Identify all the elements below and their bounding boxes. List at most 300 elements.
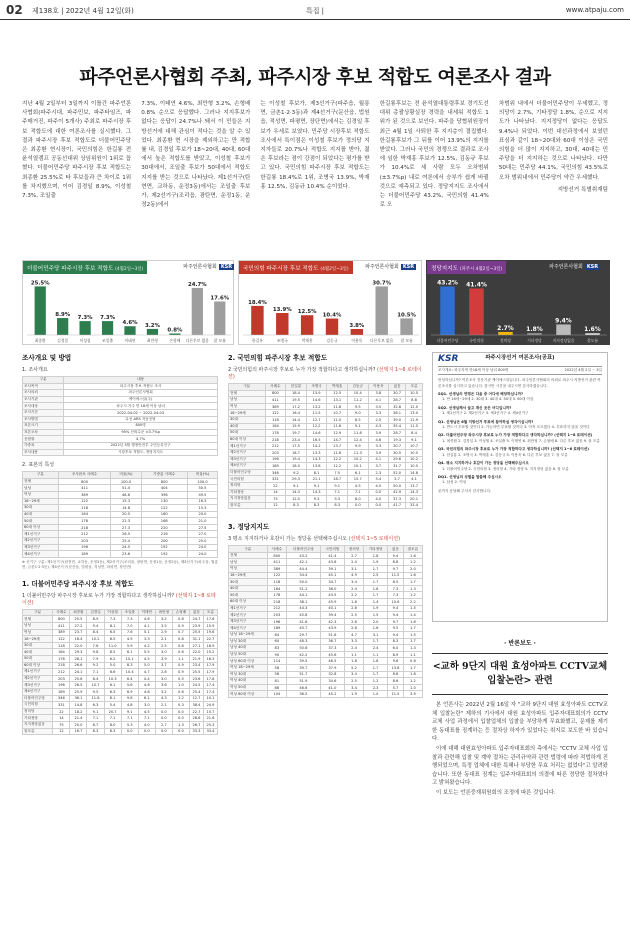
table-row [229, 489, 423, 496]
answer-options: 1. 더불어민주당 2. 국민의힘 3. 정의당 4. 기타 정당 5. 지지정당 없음 6. 잘 모름 [442, 466, 569, 471]
column-header: 국민의힘 [320, 546, 344, 553]
data-label-5: 30.7% [372, 280, 392, 287]
table-cell: 8.3 [306, 502, 327, 509]
table-cell: 3.3 [344, 638, 363, 645]
table-cell: 1.3 [403, 645, 422, 652]
column-header: 사례수 [53, 609, 70, 616]
category-label-4: 지지정당없음 [552, 338, 575, 343]
table-cell: 3.2 [155, 688, 172, 695]
table-cell: 33.4 [203, 728, 217, 735]
table-cell: 50.0 [389, 482, 406, 489]
table-cell: 160 [141, 511, 187, 518]
bar-5 [376, 286, 388, 335]
table-cell: 26.7 [189, 721, 203, 728]
table-cell: 17.2 [286, 403, 307, 410]
table-cell: 28.7 [389, 397, 406, 404]
table-cell: 0.8 [403, 658, 422, 665]
table-cell: 212 [53, 669, 70, 676]
overview-sub2: 2. 표본의 특성 [22, 462, 55, 469]
column-header: 구분 [23, 377, 64, 384]
table-cell: 19.6 [203, 629, 217, 636]
table-cell: 29.7 [286, 632, 320, 639]
table-cell: 1.6 [403, 618, 422, 625]
row-label: 제3선거구 [229, 456, 266, 463]
table-row [229, 397, 423, 404]
table-cell: 34.4 [286, 572, 320, 579]
table-cell: 5.3 [121, 721, 138, 728]
table-header-row [23, 609, 218, 616]
dem-table-subtitle [22, 592, 218, 606]
column-header: 없음 [389, 384, 406, 391]
table-cell: 12.9 [327, 430, 348, 437]
table-cell: 1.7 [364, 579, 388, 586]
category-label-3: 조일출 [102, 338, 114, 343]
table-cell: 42.3 [320, 618, 344, 625]
table-cell: 5.4 [104, 702, 121, 709]
column-header: 최종환 [70, 609, 87, 616]
table-cell: 11.9 [406, 416, 423, 423]
table-cell: 22.0 [70, 642, 87, 649]
table-cell: 38.1 [286, 599, 320, 606]
table-cell: 218 [53, 662, 70, 669]
table-cell: 22 [265, 482, 286, 489]
column-header: 이태연 [138, 609, 155, 616]
table-cell: 2.0 [364, 618, 388, 625]
data-label-2: 2.7% [497, 324, 514, 332]
table-cell: 4.8 [138, 688, 155, 695]
table-cell: 4.5 [138, 656, 155, 663]
data-label-5: 1.6% [584, 326, 601, 334]
category-label-0: 더불어민주당 [436, 338, 459, 343]
table-cell: 4.1 [406, 476, 423, 483]
table-cell: 24.0 [187, 551, 217, 558]
table-cell: 4.3 [155, 695, 172, 702]
table-row [23, 642, 218, 649]
table-cell: 2.7 [344, 552, 363, 559]
row-label: 제2선거구 [23, 675, 53, 682]
table-cell: 6.5 [104, 636, 121, 643]
row-label: 남성 [229, 397, 266, 404]
source-label: 파주언론사협회 [549, 264, 583, 270]
table-cell: 17.8 [203, 675, 217, 682]
article-text: 7.3%, 이태연 4.6%, 최만형 3.2%, 손형배 0.8% 순으로 응답했다. 그러나 지지후보가 없다는 응답이 24.7%나 돼서 이 민들은 지방선거에 대해 관심이 적다는 것을 알 수 있었다. 최종환 현 시장을 제외하고는 만 적합률 내, 김경일 후보가 18~20대, 40대, 60대에서 높은 적합도를 받았고, 이성철 후보가 30대에서, 조일출 후보가 50대에서 적합도 지지를 받는 것으로 나타났다. 제1선거구(탄현면, 교하동, 운정3동)에서는 조일출 후보가, 제2선거구(조리읍, 광탄면, 운정1동, 운정2동)에서 [141, 101, 251, 209]
table-cell: 1.4 [364, 599, 388, 606]
table-cell: 10.6 [388, 599, 404, 606]
table-row [23, 423, 218, 430]
table-cell: 46.5 [320, 658, 344, 665]
party-crosstab [228, 545, 423, 698]
chart-title: 정당지지도 [431, 266, 459, 272]
table-cell: 10.7 [327, 410, 348, 417]
table-cell: 24.1 [70, 669, 87, 676]
chart-source [365, 263, 416, 270]
table-row [23, 675, 218, 682]
row-label: 기타정당 [229, 489, 266, 496]
overview-table [22, 376, 218, 456]
party-bar-chart [427, 274, 611, 346]
table-cell: 0.3 [172, 702, 189, 709]
article-text: 는 이성철 후보가, 제3선거구(파주읍, 월롱면, 금촌1·2·3동)과 제4선거구(문산읍, 법원읍, 적성면, 파평면, 장단면)에서는 김경일 후보가 우세로 보였다. 민주당 시장후보 적합도 조사에서 특이점은 이성철 후보가 정의당 지지자들로 20.7%나 적합도 지지를 받아, 젊은 후보라는 점이 강점이 되었다는 평가를 받고 있다. 국민의힘 파주시장 후보 적합도는 한길룡 18.4%로 1위, 조병국 13.9%, 박재홍 12.5%, 김동규 10.4% 순이었다. [260, 101, 370, 190]
row-label: 조사의뢰 [23, 390, 64, 397]
table-cell: 88 [267, 684, 286, 691]
bar-3 [102, 321, 113, 335]
row-label: 60대 이상 [23, 662, 53, 669]
table-row [229, 664, 423, 671]
table-cell: 1.8 [364, 585, 388, 592]
table-cell: 100.0 [111, 478, 141, 485]
party-chart-panel [426, 260, 610, 345]
bar-7 [192, 288, 203, 335]
table-cell: 800명 [64, 423, 218, 430]
table-cell: 2.4 [344, 585, 363, 592]
row-label: 조사대상 [23, 403, 64, 410]
row-label: 더불어민주당 [229, 469, 266, 476]
table-cell: 389 [265, 403, 286, 410]
table-cell: 212 [267, 605, 286, 612]
table-cell: 2022-04-02 ~ 2022-04-03 [64, 409, 218, 416]
column-header: 김경일 [87, 609, 104, 616]
ksr-logo: KSR [402, 264, 415, 270]
table-cell: 1.3 [172, 721, 189, 728]
table-row [229, 691, 423, 698]
data-label-4: 4.6% [122, 320, 138, 327]
table-cell: 15.7 [347, 476, 368, 483]
table-row [229, 645, 423, 652]
table-cell: 5.0 [138, 662, 155, 669]
row-label: 지지정당없음 [229, 496, 266, 503]
table-cell: 4.6 [368, 436, 389, 443]
row-label: 제3선거구 [229, 618, 268, 625]
bar-0 [35, 286, 46, 335]
column-header: 모름 [406, 384, 423, 391]
ppp-table-title: 2. 국민의힘 파주시장 후보 적합도 [228, 354, 328, 362]
chart-title: 국민의힘 파주시장 후보 적합도 [243, 266, 319, 272]
row-label: 18~29세 [23, 498, 59, 505]
row-label: 50대 [229, 430, 266, 437]
table-row [229, 436, 423, 443]
table-cell: 2022년 3월 행정안전부 주민등록인구 [64, 442, 218, 449]
table-cell: 32.8 [320, 671, 344, 678]
table-row [23, 708, 218, 715]
table-cell: 36.7 [320, 638, 344, 645]
questionnaire-closing: 끝까지 응답해 주셔서 감사합니다. [438, 488, 492, 493]
table-cell: 0.8 [172, 636, 189, 643]
table-cell: 13.9 [306, 390, 327, 397]
question-text: Q4. 평소 지지하거나 호감이 가는 정당을 선택해주십시오 [438, 461, 529, 466]
table-cell: 27.1 [189, 642, 203, 649]
table-cell: 21.9 [189, 656, 203, 663]
category-label-5: 다른후보 없음 [370, 338, 394, 343]
table-row [229, 579, 423, 586]
table-row [229, 618, 423, 625]
category-label-1: 국민의힘 [469, 338, 484, 343]
table-cell: 9.7 [388, 618, 404, 625]
table-cell: 16.7 [70, 728, 87, 735]
table-row [229, 476, 423, 483]
questionnaire-intro: 안녕하십니까? 여론조사 전문기관 케이에스알입니다. 파주언론사협회의 의뢰로 파주시 지방선거 관련 여론조사를 실시하고 있습니다. 잠시만 시간을 내주시면 감사하겠습니다. [438, 378, 601, 388]
row-label: 제4선거구 [229, 463, 266, 470]
row-label: 제2선거구 [229, 449, 266, 456]
row-label: 제4선거구 [229, 625, 268, 632]
table-cell: 4.9 [121, 636, 138, 643]
site-url[interactable]: www.atpaju.com [565, 6, 624, 14]
table-row [23, 429, 218, 436]
table-cell: 8.8 [406, 397, 423, 404]
row-label: 여성 [23, 629, 53, 636]
table-cell: 178 [265, 430, 286, 437]
article-text: 지난 4월 2일부터 3일까지 이틀간 파주언론사협회(파주시대, 파주민보, 파주타임즈, 파주매거진, 파주이 5개사) 주최로 파주시장 후보 적합도에 대한 여론조사를 실시했다. 그 결과 파주시장 후보 적합도로 더불어민주당은 최종환 현시장이, 국민의힘은 한길룡 전 윤석열캠프 공동선대위 상임위원이 1위로 꼽혔다. 더불어민주당 파주시장 후보 적합도는 최종환 25.5%로 타 후보들과 큰 차이로 1위를 차지했으며, 이어 김경일 8.9%, 이성철 7.3%, 조일출 [22, 101, 132, 200]
article-text: 차범위 내에서 더불어민주당이 우세했고, 정의당이 2.7%, 기타정당 1.8%, 순으로 지지도가 나타났다. 지지정당이 없다는 응답도 9.4%나 되었다. 이번 대선과정에서 보였던 표심과 같이 18~20대와 60대 이상은 국민의힘을 더 많이 지지하고, 30대, 40대는 민주당을 더 지지하는 것으로 나타났다. 다만 50대는 민주당 44.1%, 국민의힘 43.5%로 오차 범위내에서 민주당이 약간 우세했다. [498, 101, 609, 181]
data-label-1: 41.4% [466, 281, 487, 289]
data-label-1: 13.9% [272, 307, 292, 314]
row-label: 40대 [229, 585, 268, 592]
table-cell: 4.5 [138, 708, 155, 715]
table-cell: 1.1 [364, 651, 388, 658]
table-cell: 3.4 [344, 579, 363, 586]
table-cell: 11.8 [347, 430, 368, 437]
table-cell: 36.1 [70, 695, 87, 702]
table-cell: 75 [53, 721, 70, 728]
article-column [22, 100, 131, 266]
table-cell: 9.3 [327, 496, 348, 503]
row-label: 여성 30대 [229, 671, 268, 678]
row-label: 60대 이상 [229, 599, 268, 606]
row-label: 잘모름 [23, 728, 53, 735]
row-label: 18~29세 [229, 410, 266, 417]
table-cell: 14.8 [111, 505, 141, 512]
column-header: 기타정당 [364, 546, 388, 553]
right-column [432, 352, 608, 920]
table-cell: 9.5 [87, 688, 104, 695]
table-row [23, 524, 218, 531]
table-cell: 122 [141, 505, 187, 512]
table-cell: 12.5 [327, 390, 348, 397]
table-cell: 파주시 거주 만 18세 이상 남녀 [64, 403, 218, 410]
column-header: 박재홍 [327, 384, 348, 391]
rotation-note: (선택지 1~6 로테이션) [228, 367, 422, 380]
table-cell: 12.2 [327, 463, 348, 470]
row-label: 제1선거구 [229, 443, 266, 450]
article-text: 한길룡후보는 전 윤석열대통령후보 경기도선대위 총괄상황실장 경력을 내세워 적합도 1위가 된 것으로 보인다. 파주을 당협위원장이 최근 4월 1일 사퇴한 후 지지층이 결집했다. 한길룡후보가 그 뒤를 이어 13.9%의 지지를 받았다. 그러나 국민의 경쟁으로 결과로 조사에 임한 박재홍 후보가 12.5%, 김동규 후보가 10.4%로 세 사람 모두 오차범위(±3.7%p) 내로 여론에서 승부가 쉽게 바뀔 것으로 예측되고 있다. 정당지지도 조사에서는 더불어민주당 43.2%, 국민의힘 41.4%로 오 [379, 101, 489, 209]
questionnaire-title: 파주시장선거 여론조사(공표) [485, 355, 555, 362]
table-cell: 220 [141, 524, 187, 531]
table-cell: 9.1 [87, 708, 104, 715]
question-text: Q3. 국민의힘의 파주시장 후보로 누가 가장 적합하다고 생각하십니까? (선택지 1~6 로테이션) [438, 447, 589, 452]
table-cell: 2.7 [155, 721, 172, 728]
question-text: 3 평소 지지하거나 호감이 가는 정당을 선택해주십시오 [228, 536, 347, 543]
table-cell: 39.0 [389, 416, 406, 423]
answer-options: 1. 만 18세~29세 2. 30대 3. 40대 4. 50대 5. 60대 이상 [442, 397, 534, 402]
table-cell: 48.3 [286, 638, 320, 645]
table-row [229, 443, 423, 450]
table-cell: 189 [267, 625, 286, 632]
table-cell: 3.8 [368, 390, 389, 397]
table-cell: 43.6 [320, 559, 344, 566]
row-label: 조사기관 [23, 396, 64, 403]
table-cell: 9.8 [87, 649, 104, 656]
table-cell: 6.1 [104, 682, 121, 689]
row-label: 남성 [23, 485, 59, 492]
bar-5 [147, 329, 158, 335]
table-cell: 8.8 [388, 559, 404, 566]
table-cell: 38.4 [189, 702, 203, 709]
table-row [23, 721, 218, 728]
category-label-0: 최종환 [34, 338, 46, 343]
table-row [23, 538, 218, 545]
column-header: 구분 [229, 384, 266, 391]
table-cell: 58 [267, 671, 286, 678]
bar-2 [301, 315, 313, 335]
table-cell: 30.7 [389, 443, 406, 450]
table-cell: 122 [265, 410, 286, 417]
table-cell: 12 [53, 728, 70, 735]
table-cell: 3.9 [155, 656, 172, 663]
table-cell: 37.3 [320, 645, 344, 652]
table-cell: 45.8 [286, 612, 320, 619]
table-cell: 3.3 [368, 410, 389, 417]
table-cell: 800 [265, 390, 286, 397]
table-cell: 16.3 [187, 498, 217, 505]
table-cell: 331 [53, 702, 70, 709]
table-cell: 11.5 [306, 410, 327, 417]
table-cell: 11.6 [327, 423, 348, 430]
table-cell: 0.9 [172, 623, 189, 630]
table-cell: 4.3 [368, 423, 389, 430]
table-cell: 13.7 [406, 482, 423, 489]
table-cell: 189 [265, 463, 286, 470]
row-label: 정의당 [23, 708, 53, 715]
bar-0 [440, 286, 455, 335]
row-label: 여성 [23, 491, 59, 498]
table-row [229, 482, 423, 489]
table-cell: 192 [141, 551, 187, 558]
table-cell: 케이에스알(주) [64, 396, 218, 403]
table-cell: 30.7 [389, 390, 406, 397]
table-cell: 3.2 [155, 616, 172, 623]
table-cell: 14.7 [327, 436, 348, 443]
table-cell: 27.2 [70, 623, 87, 630]
table-cell: 34.6 [320, 678, 344, 685]
table-cell: 26.6 [70, 662, 87, 669]
table-cell: 16.3 [203, 656, 217, 663]
table-cell: 24.5 [189, 682, 203, 689]
row-label: 40대 [23, 649, 53, 656]
table-cell: 130 [141, 498, 187, 505]
table-cell: 25.5 [189, 629, 203, 636]
ppp-chart-panel [238, 260, 422, 345]
bar-1 [469, 288, 484, 335]
table-cell: 4.7 [344, 632, 363, 639]
table-cell: 5.6 [121, 682, 138, 689]
table-cell: 1.2 [403, 592, 422, 599]
table-cell: 9.5 [347, 403, 368, 410]
table-cell: 0.9 [172, 662, 189, 669]
category-label-2: 정의당 [499, 338, 512, 343]
row-label: 제3선거구 [23, 682, 53, 689]
column-header: 내용 [64, 377, 218, 384]
category-label-6: 손형배 [169, 338, 181, 343]
rebuttal-body [432, 701, 608, 798]
table-cell: 2.4 [344, 645, 363, 652]
table-cell: 8.4 [406, 430, 423, 437]
table-cell: 81 [267, 678, 286, 685]
table-cell: 21.6 [203, 715, 217, 722]
table-cell: 18.4 [286, 390, 307, 397]
dem-crosstab [22, 609, 218, 735]
survey-scope: 조사개요: 파주지역 만18세 이상 남녀 800명 [438, 367, 509, 372]
table-cell: 29.6 [389, 456, 406, 463]
table-cell: 7.1 [138, 715, 155, 722]
table-cell: 3.7 [368, 463, 389, 470]
table-cell: 90 [267, 651, 286, 658]
table-cell: 52.0 [389, 469, 406, 476]
ksr-logo: KSR [220, 264, 233, 270]
table-row [23, 636, 218, 643]
question-item [438, 406, 602, 417]
table-cell: 3.6 [155, 682, 172, 689]
table-cell: 118 [53, 642, 70, 649]
table-cell: 0.9 [172, 669, 189, 676]
table-cell: 9.1 [306, 482, 327, 489]
table-cell: 42.1 [286, 559, 320, 566]
table-cell: 8.4 [87, 629, 104, 636]
table-row [23, 616, 218, 623]
data-label-4: 9.4% [555, 317, 572, 325]
table-cell: 14.8 [406, 469, 423, 476]
table-cell: 10.7 [406, 443, 423, 450]
table-cell: 22 [53, 708, 70, 715]
table-cell: 39.4 [320, 612, 344, 619]
table-row [229, 403, 423, 410]
table-cell: 4.6 [138, 682, 155, 689]
table-cell: 2.6 [344, 625, 363, 632]
category-label-1: 조병국 [276, 338, 288, 343]
question-item [438, 461, 602, 472]
table-cell: 50.0 [286, 579, 320, 586]
table-row [23, 498, 218, 505]
row-label: 제1선거구 [23, 669, 53, 676]
table-cell: 20.0 [187, 511, 217, 518]
table-cell: 7.9 [87, 656, 104, 663]
table-cell: 389 [267, 566, 286, 573]
table-cell: 0.0 [172, 715, 189, 722]
table-cell: 104 [267, 691, 286, 698]
column-header: 잘모름 [403, 546, 422, 553]
table-cell: 6.9 [121, 688, 138, 695]
table-cell: 200 [141, 538, 187, 545]
row-label: 여성 [229, 566, 268, 573]
row-label: 조사목적 [23, 383, 64, 390]
table-cell: 164 [58, 511, 111, 518]
table-cell: 25.9 [70, 688, 87, 695]
district-note: ※ 선거구 구분: 제1선거구(탄현면, 교하동, 운정3동), 제2선거구(조리읍, 광탄면, 운정1동, 운정2동), 제3선거구(파주읍, 월롱면, 금촌1·2·3동), 제4선거구(문산읍, 법원읍, 적성면, 파평면, 장단면) [22, 559, 218, 569]
table-cell: 203 [267, 612, 286, 619]
table-row [229, 585, 423, 592]
table-cell: 0.6 [172, 649, 189, 656]
rebuttal-paragraph: 이 보도는 언론중재위원회의 조정에 따른 것입니다. [436, 789, 556, 796]
row-label: 40대 [23, 511, 59, 518]
table-cell: 10.1 [347, 463, 368, 470]
table-cell: 50.5 [187, 485, 217, 492]
table-cell: 6.1 [121, 649, 138, 656]
table-cell: 28.6 [189, 715, 203, 722]
table-cell: 2.1 [155, 702, 172, 709]
table-cell: 118 [265, 416, 286, 423]
table-cell: 9.4 [388, 632, 404, 639]
table-row [23, 390, 218, 397]
table-cell: 17.9 [203, 662, 217, 669]
table-cell: 8.1 [104, 695, 121, 702]
